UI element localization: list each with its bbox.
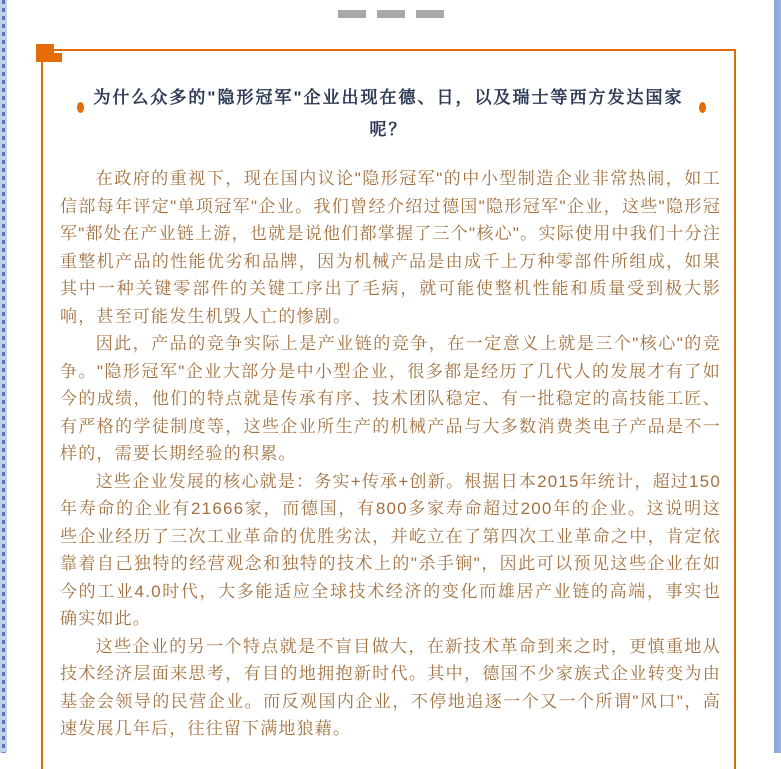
article-title-block (43, 82, 734, 146)
article-frame (41, 49, 736, 769)
title-bullet-left-icon (77, 102, 84, 113)
corner-square-big-icon (36, 44, 54, 62)
article-paragraph: 这些企业的另一个特点就是不盲目做大，在新技术革命到来之时，更慎重地从技术经济层面来思考，有目的地拥抱新时代。其中，德国不少家族式企业转变为由基金会领导的民营企业。而反观国内企业，不停地追逐一个又一个所谓"风口"，高速发展几年后，往往留下满地狼藉。 (60, 636, 721, 738)
article-paragraph: 这些企业发展的核心就是：务实+传承+创新。根据日本2015年统计，超过150年寿命的企业有21666家，而德国，有800多家寿命超过200年的企业。这说明这些企业经历了三次工业革命的优胜劣汰，并屹立在了第四次工业革命之中，肯定依靠着自己独特的经营观念和独特的技术上的"杀手锏"，因此可以预见这些企业在如今的工业4.0时代，大多能适应全球技术经济的变化而雄居产业链的高端，事实也确实如此。 (60, 471, 721, 628)
article-paragraph: 因此，产品的竞争实际上是产业链的竞争，在一定意义上就是三个"核心"的竞争。"隐形冠军"企业大部分是中小型企业，很多都是经历了几代人的发展才有了如今的成绩，他们的特点就是传承有序、技术团队稳定、有一批稳定的高技能工匠、有严格的学徒制度等，这些企业所生产的机械产品与大多数消费类电子产品是不一样的，需要长期经验的积累。 (60, 334, 721, 463)
corner-square-small-icon (54, 53, 62, 62)
right-border-stripe (774, 0, 781, 753)
article-title-line2: 呢？ (369, 120, 408, 139)
article-title-line1: 为什么众多的"隐形冠军"企业出现在德、日，以及瑞士等西方发达国家 (93, 88, 684, 107)
drag-handle[interactable] (0, 10, 781, 18)
left-border-dotted-line (2, 0, 5, 753)
drag-handle-dash-icon (338, 10, 366, 18)
article-body (43, 165, 734, 743)
drag-handle-dash-icon (416, 10, 444, 18)
left-border-stripe (0, 0, 7, 753)
drag-handle-dash-icon (377, 10, 405, 18)
title-bullet-right-icon (699, 102, 706, 113)
article-paragraph: 在政府的重视下，现在国内议论"隐形冠军"的中小型制造企业非常热闹，如工信部每年评定"单项冠军"企业。我们曾经介绍过德国"隐形冠军"企业，这些"隐形冠军"都处在产业链上游，也就是说他们都掌握了三个"核心"。实际使用中我们十分注重整机产品的性能优劣和品牌，因为机械产品是由成千上万种零部件所组成，如果其中一种关键零部件的关键工序出了毛病，就可能使整机性能和质量受到极大影响，甚至可能发生机毁人亡的惨剧。 (60, 169, 721, 326)
